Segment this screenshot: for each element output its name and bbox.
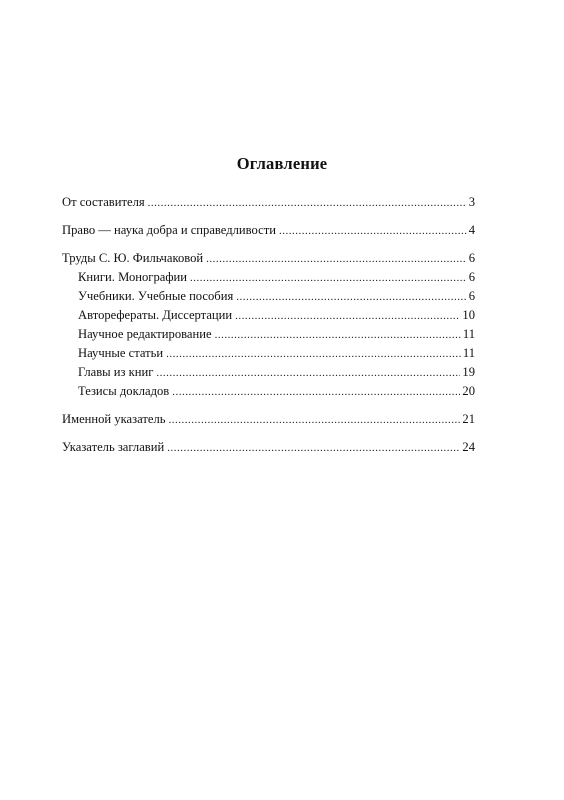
toc-entry-label: От составителя <box>62 193 148 212</box>
dot-leader <box>236 288 466 306</box>
dot-leader <box>167 439 460 457</box>
table-of-contents <box>62 193 475 457</box>
toc-entry-books-monographs[interactable] <box>62 268 475 287</box>
toc-entry-page: 21 <box>460 410 475 429</box>
toc-entry-report-theses[interactable] <box>62 382 475 401</box>
toc-entry-page: 4 <box>467 221 475 240</box>
toc-entry-abstracts-dissertations[interactable] <box>62 306 475 325</box>
toc-entry-scientific-articles[interactable] <box>62 344 475 363</box>
toc-entry-scientific-editing[interactable] <box>62 325 475 344</box>
toc-entry-page: 6 <box>467 249 475 268</box>
dot-leader <box>215 326 461 344</box>
toc-entry-page: 6 <box>467 268 475 287</box>
toc-entry-label: Указатель заглавий <box>62 438 167 457</box>
dot-leader <box>148 194 467 212</box>
toc-entry-book-chapters[interactable] <box>62 363 475 382</box>
toc-entry-label: Автореферaты. Диссертации <box>78 306 235 325</box>
toc-entry-label: Труды С. Ю. Фильчаковой <box>62 249 206 268</box>
toc-entry-label: Право — наука добра и справедливости <box>62 221 279 240</box>
toc-entry-label: Научное редактирование <box>78 325 215 344</box>
toc-entry-page: 11 <box>461 325 475 344</box>
toc-entry-label: Тезисы докладов <box>78 382 172 401</box>
toc-title: Оглавление <box>236 154 328 173</box>
toc-entry-label: Главы из книг <box>78 363 156 382</box>
toc-entry-name-index[interactable] <box>62 410 475 429</box>
toc-entry-textbooks[interactable] <box>62 287 475 306</box>
toc-entry-page: 10 <box>460 306 475 325</box>
toc-entry-label: Учебники. Учебные пособия <box>78 287 236 306</box>
toc-entry-from-compiler[interactable] <box>62 193 475 212</box>
toc-entry-works[interactable] <box>62 249 475 268</box>
toc-entry-page: 19 <box>460 363 475 382</box>
dot-leader <box>279 222 467 240</box>
dot-leader <box>156 364 460 382</box>
toc-entry-page: 20 <box>460 382 475 401</box>
toc-entry-page: 3 <box>467 193 475 212</box>
toc-entry-law-science[interactable] <box>62 221 475 240</box>
toc-entry-page: 6 <box>467 287 475 306</box>
toc-entry-label: Книги. Монографии <box>78 268 190 287</box>
dot-leader <box>166 345 461 363</box>
dot-leader <box>190 269 467 287</box>
dot-leader <box>235 307 460 325</box>
toc-entry-label: Научные статьи <box>78 344 166 363</box>
toc-entry-page: 24 <box>460 438 475 457</box>
dot-leader <box>169 411 461 429</box>
dot-leader <box>206 250 467 268</box>
toc-entry-title-index[interactable] <box>62 438 475 457</box>
toc-entry-page: 11 <box>461 344 475 363</box>
toc-entry-label: Именной указатель <box>62 410 169 429</box>
dot-leader <box>172 383 460 401</box>
